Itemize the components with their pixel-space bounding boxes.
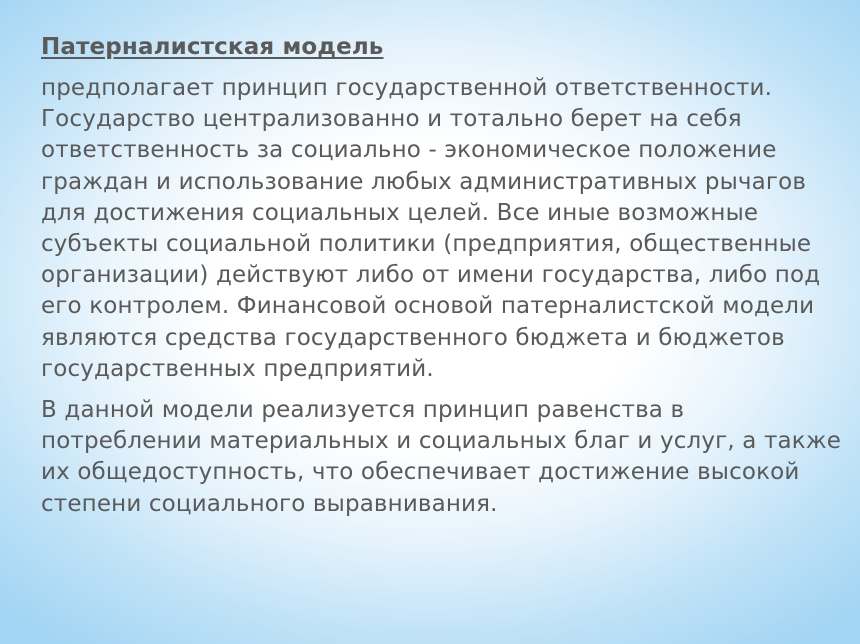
- slide-title: Патерналистская модель: [41, 34, 384, 60]
- paragraph-2: В данной модели реализуется принцип равенства в потреблении материальных и социальных благ и услуг, а также их общедоступность, что обеспечивает достижение высокой степени социального выравнивания.: [41, 397, 842, 517]
- slide-content: [41, 32, 841, 520]
- paragraph-1: предполагает принцип государственной ответственности. Государство централизованно и тотально берет на себя ответственность за социально - экономическое положение граждан и использование любых административных рычагов для достижения социальных целей. Все иные возможные субъекты социальной политики (предприятия, общественные организации) действуют либо от имени государства, либо под его контролем. Финансовой основой патерналистской модели являются средства государственного бюджета и бюджетов государственных предприятий.: [41, 75, 821, 382]
